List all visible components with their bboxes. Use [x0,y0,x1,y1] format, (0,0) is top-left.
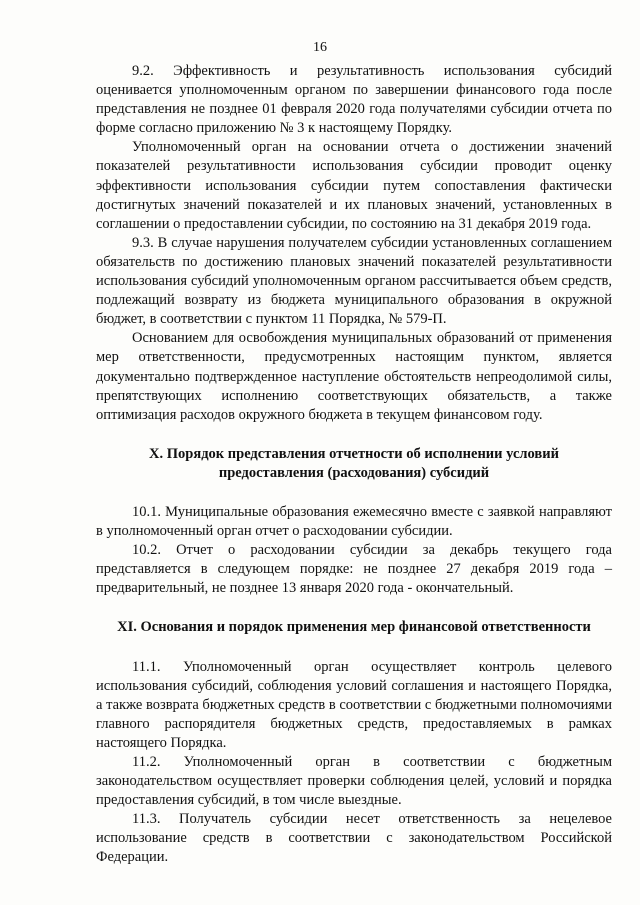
paragraph-evaluation: Уполномоченный орган на основании отчета о достижении значений показателей результативности использования субсидии проводит оценку эффективности использования субсидии путем сопоставления фактически достигнутых значений показателей и их плановых значений, установленных в соглашении о предоставлении субсидии, по состоянию на 31 декабря 2019 года. [96,139,612,232]
paragraph-10-1: 10.1. Муниципальные образования ежемесячно вместе с заявкой направляют в уполномоченный орган отчет о расходовании субсидии. [96,503,612,540]
paragraph-9-3: 9.3. В случае нарушения получателем субсидии установленных соглашением обязательств по достижению плановых значений показателей результативности использования субсидий уполномоченным органом рассчитывается объем средств, подлежащий возврату из бюджета муниципального образования в окружной бюджет, в соответствии с пунктом 11 Порядка, № 579-П. [96,234,612,328]
document-body [96,62,612,868]
spacer [96,483,612,503]
spacer [96,425,612,445]
section-heading-xi: XI. Основания и порядок применения мер финансовой ответственности [117,619,591,636]
section-heading-x: X. Порядок представления отчетности об исполнении условий предоставления (расходования) субсидий [149,445,559,481]
paragraph-9-2: 9.2. Эффективность и результативность использования субсидий оценивается уполномоченным органом по завершении финансового года после представления не позднее 01 февраля 2020 года получателями субсидии отчета по форме согласно приложению № 3 к настоящему Порядку. [96,63,612,137]
spacer [96,598,612,618]
spacer [96,638,612,658]
page-number: 16 [313,40,327,55]
paragraph-exemption: Основанием для освобождения муниципальных образований от применения мер ответственности, предусмотренных настоящим пунктом, является документально подтвержденное наступление обстоятельств непреодолимой силы, препятствующих исполнению соответствующих обязательств, а также оптимизация расходов окружного бюджета в текущем финансовом году. [96,330,612,423]
paragraph-10-2: 10.2. Отчет о расходовании субсидии за декабрь текущего года представляется в следующем порядке: не позднее 27 декабря 2019 года – предварительный, не позднее 13 января 2020 года - окончательный. [96,542,612,597]
paragraph-11-2: 11.2. Уполномоченный орган в соответствии с бюджетным законодательством осуществляет проверки соблюдения целей, условий и порядка предоставления субсидий, в том числе выездные. [96,754,612,809]
paragraph-11-1: 11.1. Уполномоченный орган осуществляет контроль целевого использования субсидий, соблюдения условий соглашения и настоящего Порядка, а также возврата бюджетных средств в соответствии с бюджетными полномочиями главного распорядителя бюджетных средств, предоставляемых в рамках настоящего Порядка. [96,658,612,751]
paragraph-11-3: 11.3. Получатель субсидии несет ответственность за нецелевое использование средств в соответствии с законодательством Российской Федерации. [96,811,612,866]
